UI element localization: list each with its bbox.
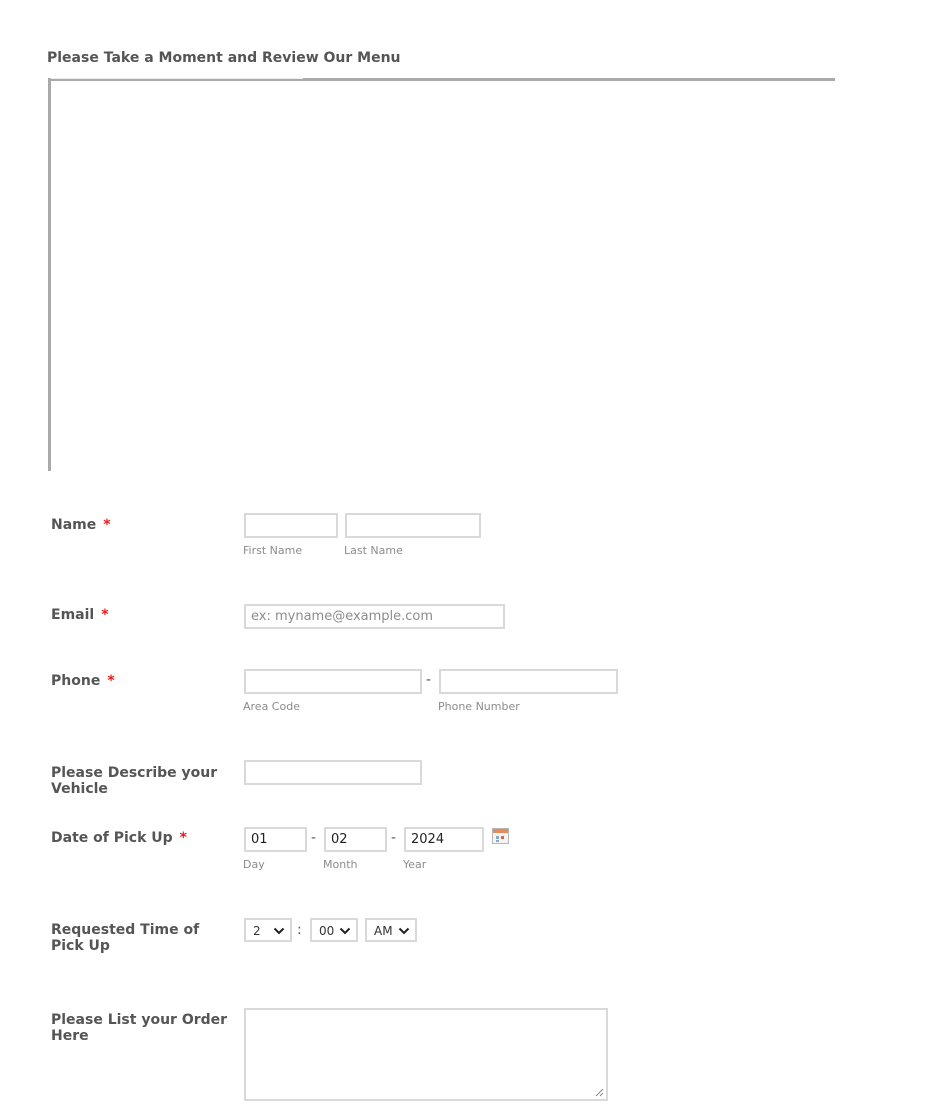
email-input[interactable]	[244, 604, 505, 629]
menu-embed-frame[interactable]	[48, 78, 835, 471]
name-label	[51, 517, 231, 533]
order-label: Please List your Order Here	[51, 1012, 228, 1044]
chevron-down-icon	[339, 925, 351, 937]
phone-number-sublabel: Phone Number	[438, 700, 520, 713]
email-label	[51, 607, 231, 623]
pickup-month-input[interactable]	[324, 827, 387, 852]
hour-select-value: 2	[253, 924, 261, 938]
minute-select-value: 00	[319, 924, 335, 938]
year-sublabel: Year	[403, 858, 427, 871]
month-sublabel: Month	[323, 858, 358, 871]
menu-frame-highlight	[51, 78, 303, 79]
email-required-marker: *	[101, 607, 109, 623]
name-required-marker: *	[103, 517, 111, 533]
date-separator-2: -	[391, 830, 397, 846]
phone-label	[51, 673, 231, 689]
vehicle-input[interactable]	[244, 760, 422, 785]
pickup-date-required-marker: *	[179, 830, 187, 846]
pickup-time-label: Requested Time of Pick Up	[51, 922, 200, 954]
day-sublabel: Day	[243, 858, 265, 871]
pickup-date-label	[51, 830, 231, 846]
minute-select[interactable]	[310, 918, 358, 942]
vehicle-label: Please Describe your Vehicle	[51, 765, 218, 797]
phone-required-marker: *	[107, 673, 115, 689]
resize-handle-icon[interactable]	[594, 1087, 604, 1097]
pickup-year-input[interactable]	[404, 827, 484, 852]
chevron-down-icon	[273, 925, 285, 937]
pickup-day-input[interactable]	[244, 827, 307, 852]
phone-number-input[interactable]	[439, 669, 618, 694]
phone-area-code-input[interactable]	[244, 669, 422, 694]
order-textarea[interactable]	[244, 1008, 608, 1101]
hour-select[interactable]	[244, 918, 292, 942]
email-label-text: Email	[51, 607, 95, 623]
time-separator: :	[297, 922, 302, 938]
menu-section-title: Please Take a Moment and Review Our Menu	[47, 50, 401, 66]
first-name-input[interactable]	[244, 513, 338, 538]
first-name-sublabel: First Name	[243, 544, 303, 557]
area-code-sublabel: Area Code	[243, 700, 300, 713]
ampm-select[interactable]	[365, 918, 417, 942]
name-label-text: Name	[51, 517, 97, 533]
chevron-down-icon	[398, 925, 410, 937]
last-name-input[interactable]	[345, 513, 481, 538]
phone-separator: -	[426, 672, 432, 688]
phone-label-text: Phone	[51, 673, 101, 689]
calendar-icon[interactable]	[492, 828, 509, 844]
pickup-date-label-text: Date of Pick Up	[51, 830, 173, 846]
ampm-select-value: AM	[374, 924, 393, 938]
date-separator-1: -	[311, 830, 317, 846]
last-name-sublabel: Last Name	[344, 544, 403, 557]
